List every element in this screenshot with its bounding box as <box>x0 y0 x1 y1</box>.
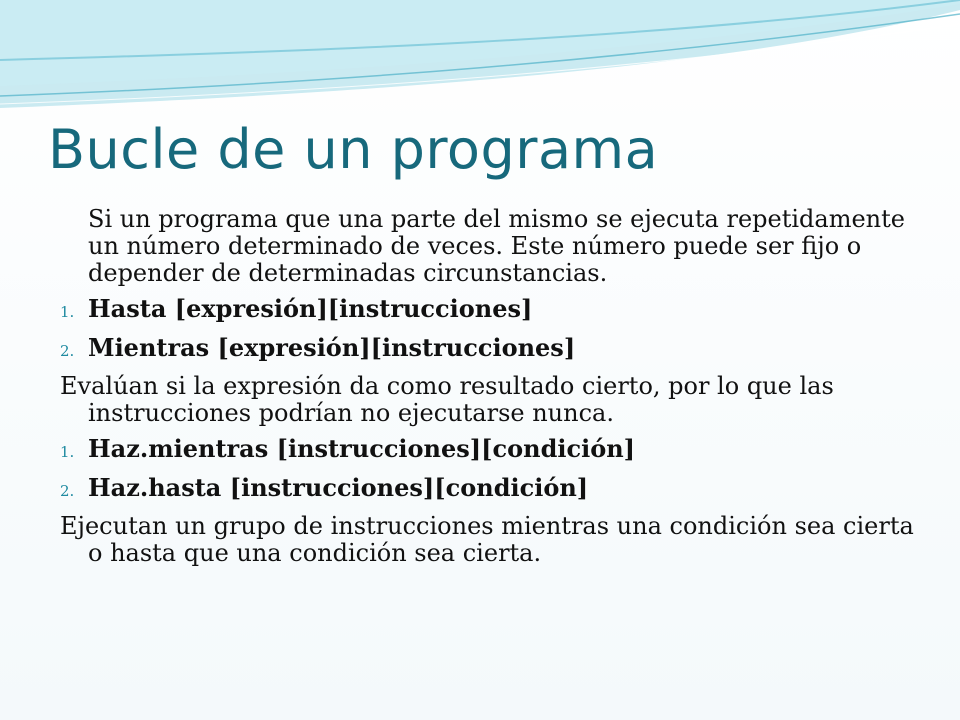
list-item <box>60 334 920 365</box>
list-number: 2. <box>60 342 75 360</box>
list-text: Mientras [expresión][instrucciones] <box>88 333 576 362</box>
list-item <box>60 295 920 326</box>
list-item <box>60 435 920 466</box>
list-text: Haz.hasta [instrucciones][condición] <box>88 473 589 502</box>
list-text: Hasta [expresión][instrucciones] <box>88 294 533 323</box>
paragraph-ejecutan: Ejecutan un grupo de instrucciones mientras una condición sea cierta o hasta que una condición sea cierta. <box>60 512 914 567</box>
list-number: 2. <box>60 482 75 500</box>
slide-body <box>60 206 920 575</box>
slide-title: Bucle de un programa <box>48 118 659 181</box>
paragraph-evaluan: Evalúan si la expresión da como resultado cierto, por lo que las instrucciones podrían no ejecutarse nunca. <box>60 372 834 427</box>
list-number: 1. <box>60 303 75 321</box>
list-item <box>60 474 920 505</box>
list-number: 1. <box>60 443 75 461</box>
intro-paragraph: Si un programa que una parte del mismo se ejecuta repetidamente un número determinado de veces. Este número puede ser fijo o depender de determinadas circunstancias. <box>88 205 905 287</box>
decorative-wave <box>0 0 960 120</box>
list-text: Haz.mientras [instrucciones][condición] <box>88 434 636 463</box>
